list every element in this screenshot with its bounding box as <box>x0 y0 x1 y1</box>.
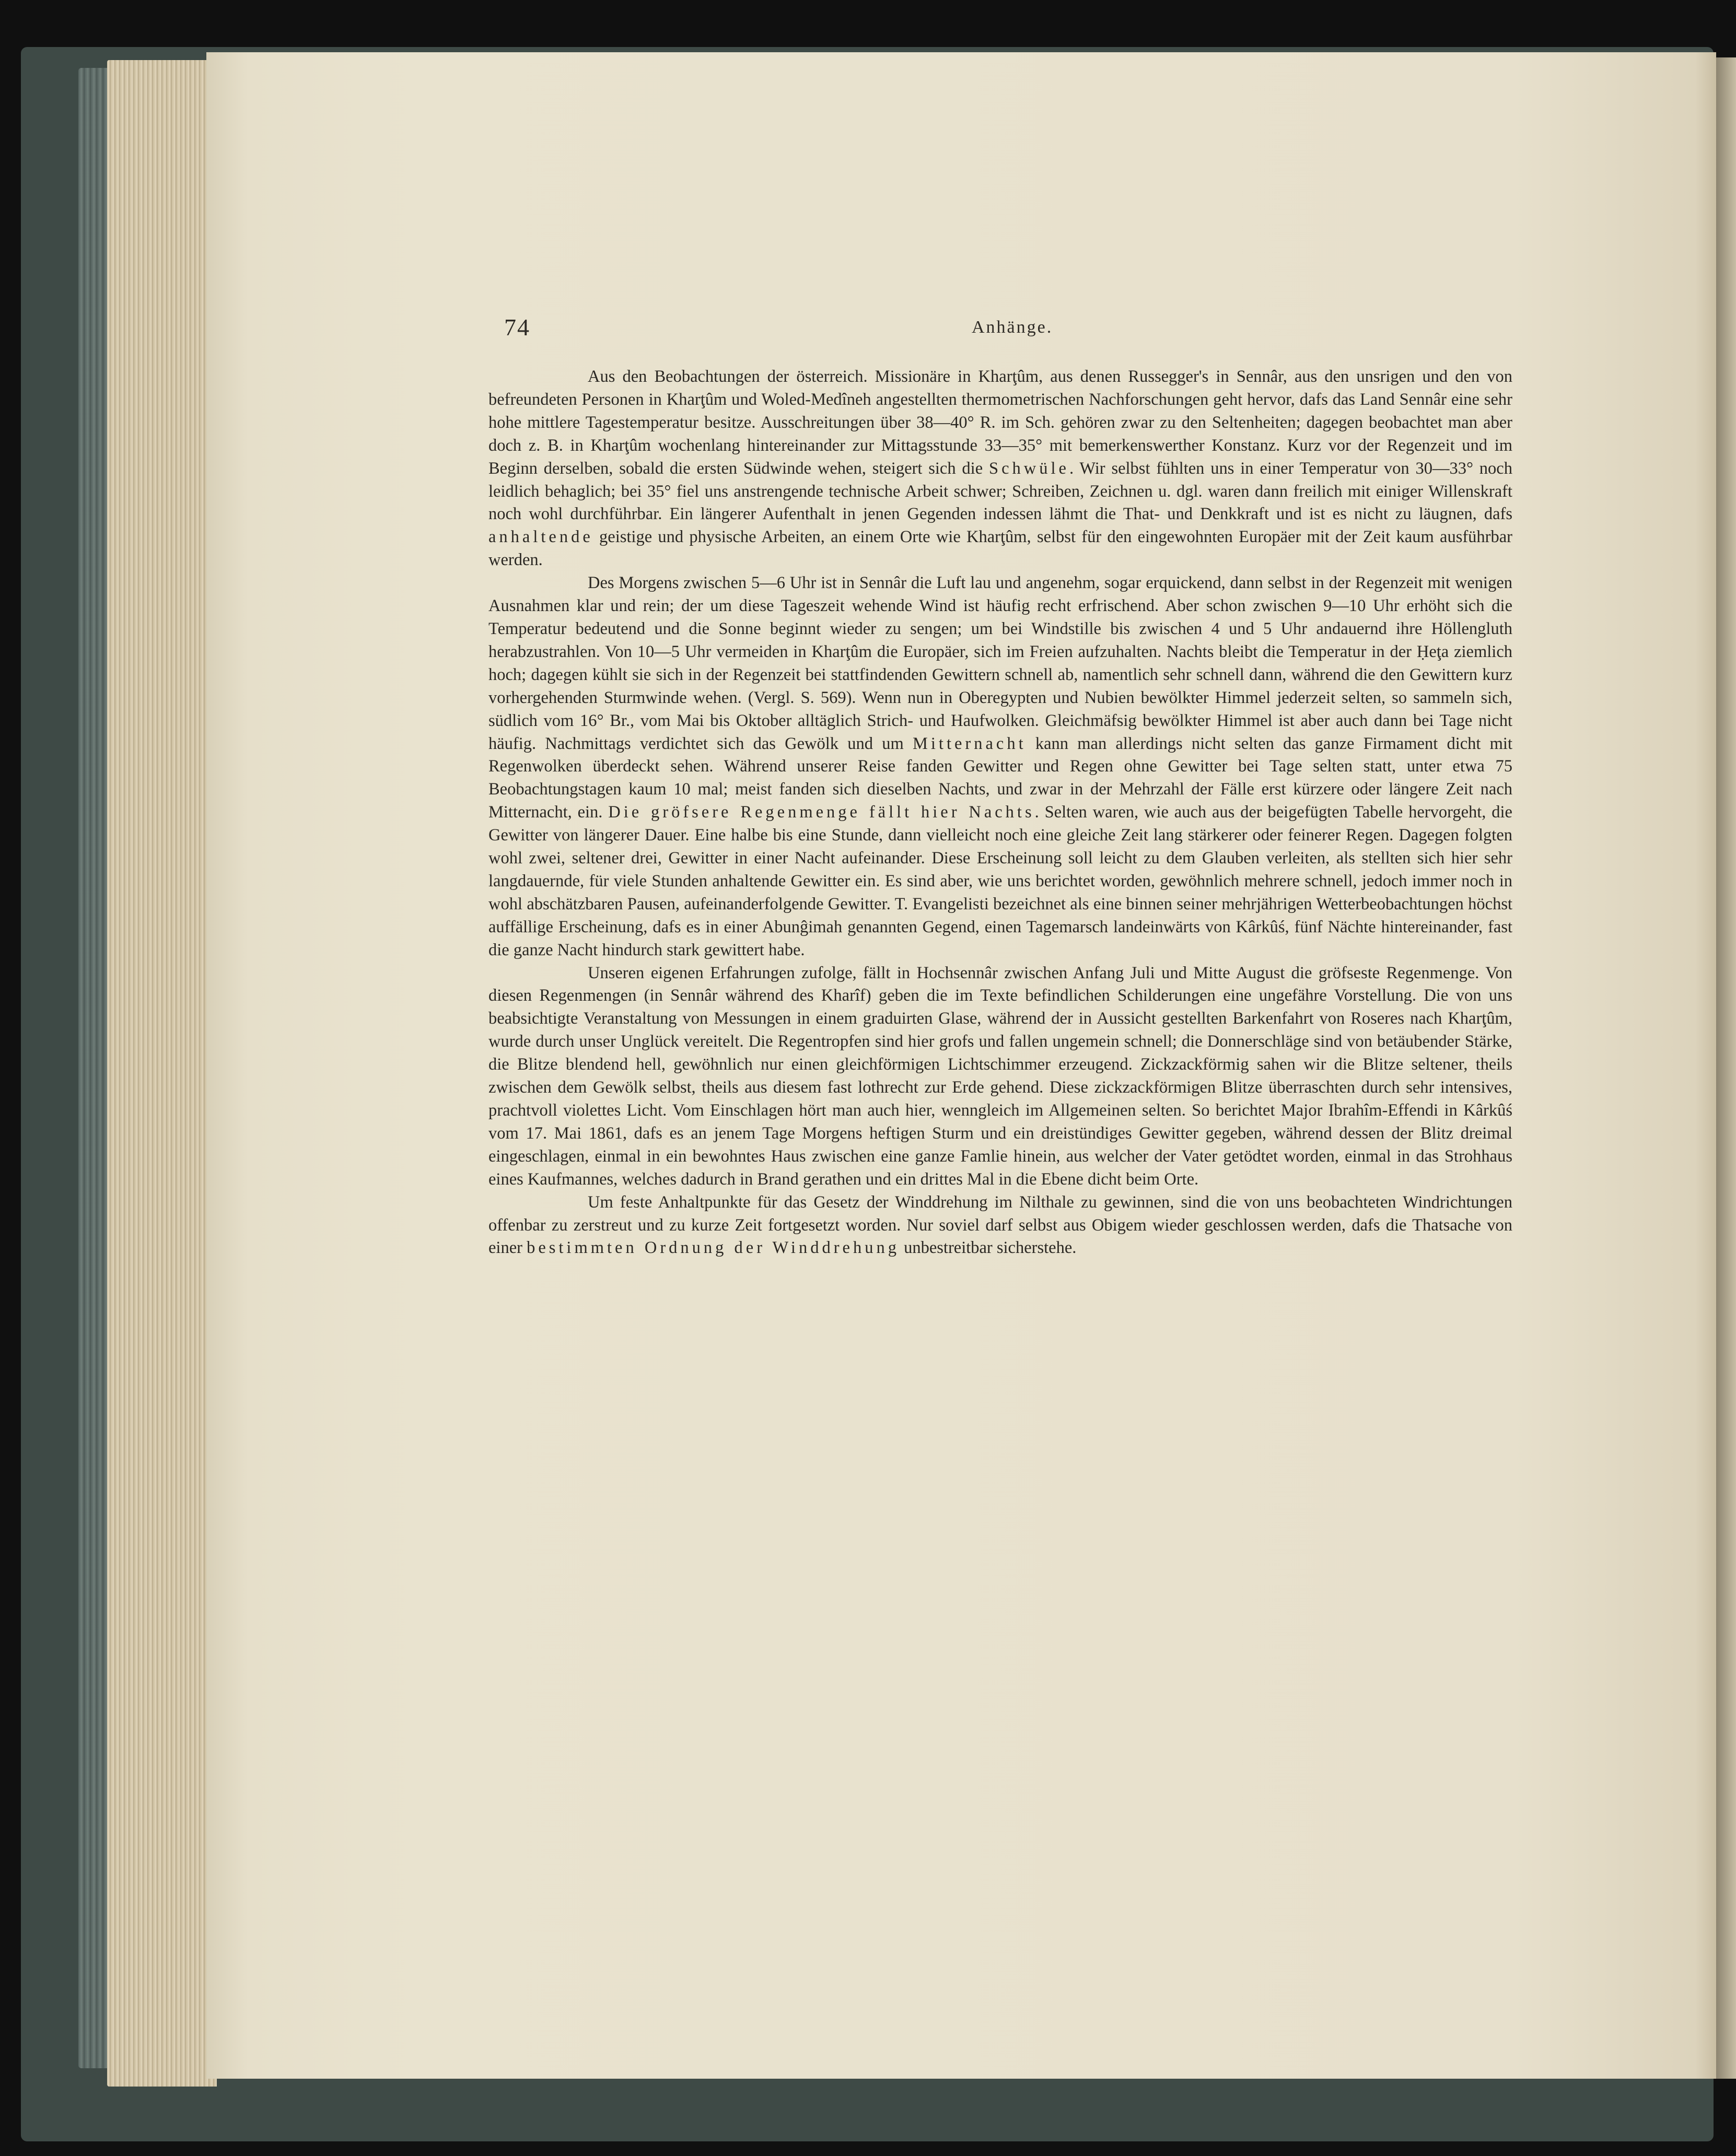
text-segment: Aus den Beobachtungen der österreich. Missionäre in Kharţûm, aus denen Russegger's in Sennâr, aus den unsrigen und den von befreundeten Personen in Kharţûm und Woled-Medîneh angestellten thermometrischen Nachforschungen geht hervor, dafs das Land Sennâr eine sehr hohe mittlere Tagestemperatur besitze. Ausschreitungen über 38—40° R. im Sch. gehören zwar zu den Seltenheiten; dagegen beobachtet man aber doch z. B. in Kharţûm wochenlang hintereinander zur Mittagsstunde 33—35° mit bemerkenswerther Konstanz. Kurz vor der Regenzeit und im Beginn derselben, sobald die ersten Südwinde wehen, steigert sich die <box>488 367 1512 478</box>
text-segment: geistige und physische Arbeiten, an einem Orte wie Kharţûm, selbst für den eingewohnten Europäer mit der Zeit kaum ausführbar werden. <box>488 528 1512 570</box>
page-number: 74 <box>504 314 530 341</box>
page-stack-edges <box>107 60 217 2087</box>
page-header <box>504 313 1512 345</box>
emphasized-text: bestimmten Ordnung der Winddrehung <box>527 1238 900 1258</box>
emphasized-text: Mitternacht <box>913 734 1027 753</box>
running-title: Anhänge. <box>972 318 1053 337</box>
paragraph <box>488 962 1512 1191</box>
paragraph <box>488 572 1512 962</box>
paragraph <box>488 1191 1512 1260</box>
emphasized-text: Die gröfsere Regenmenge fällt hier Nachts <box>608 803 1035 822</box>
text-segment: . Selten waren, wie auch aus der beigefügten Tabelle hervorgeht, die Gewitter von längerer Dauer. Eine halbe bis eine Stunde, dann vielleicht noch eine gleiche Zeit lang stärkerer oder feinerer Regen. Dagegen folgten wohl zwei, seltener drei, Gewitter in einer Nacht aufeinander. Diese Erscheinung soll leicht zu dem Glauben verleiten, als stellten sich hier sehr langdauernde, für viele Stunden anhaltende Gewitter ein. Es sind aber, wie uns berichtet worden, gewöhnlich mehrere schnell, jedoch immer noch in wohl abschätzbaren Pausen, aufeinanderfolgende Gewitter. T. Evangelisti bezeichnet als eine binnen seiner mehrjährigen Wetterbeobachtungen höchst auffällige Erscheinung, dafs es in einer Abunĝimah genannten Gegend, einen Tagemarsch landeinwärts von Kârkûś, fünf Nächte hintereinander, fast die ganze Nacht hindurch stark gewittert habe. <box>488 803 1512 959</box>
text-segment: kann man allerdings nicht selten das ganze Firmament dicht mit Regenwolken überdeckt sehen. Während unserer Reise fanden Gewitter und Regen ohne Gewitter bei Tage selten statt, unter etwa 75 Beobachtungstagen kaum 10 mal; meist fanden sich dieselben Nachts, und zwar in der Mehrzahl der Fälle erst kürzere oder längere Zeit nach Mitternacht, ein. <box>488 734 1512 822</box>
text-segment: . Wir selbst fühlten uns in einer Temperatur von 30—33° noch leidlich behaglich; bei 35° fiel uns anstrengende technische Arbeit schwer; Schreiben, Zeichnen u. dgl. waren dann freilich mit einiger Willenskraft noch wohl durchführbar. Ein längerer Aufenthalt in jenen Gegenden indessen lähmt die That- und Denkkraft und ist es nicht zu läugnen, dafs <box>488 459 1512 524</box>
text-segment: Des Morgens zwischen 5—6 Uhr ist in Sennâr die Luft lau und angenehm, sogar erquickend, dann selbst in der Regenzeit mit wenigen Ausnahmen klar und rein; der um diese Tageszeit wehende Wind ist häufig recht erfrischend. Aber schon zwischen 9—10 Uhr erhöht sich die Temperatur bedeutend und die Sonne beginnt wieder zu sengen; um bei Windstille bis zwischen 4 und 5 Uhr andauernd ihre Höllengluth herabzustrahlen. Von 10—5 Uhr vermeiden in Kharţûm die Europäer, sich im Freien aufzuhalten. Nachts bleibt die Temperatur in der Ḥeţa ziemlich hoch; dagegen kühlt sie sich in der Regenzeit bei stattfindenden Gewittern schnell ab, namentlich sehr schnell dann, während die den Gewittern kurz vorhergehenden Sturmwinde wehen. (Vergl. S. 569). Wenn nun in Oberegypten und Nubien bewölkter Himmel jederzeit selten, so sammeln sich, südlich vom 16° Br., vom Mai bis Oktober alltäglich Strich- und Haufwolken. Gleichmäfsig bewölkter Himmel ist aber auch dann bei Tage nicht häufig. Nachmittags verdichtet sich das Gewölk und um <box>488 573 1512 753</box>
emphasized-text: anhaltende <box>488 528 593 547</box>
text-segment: unbestreitbar sicherstehe. <box>899 1238 1077 1258</box>
paragraph <box>488 366 1512 572</box>
body-text <box>488 366 1512 1260</box>
text-segment: Um feste Anhaltpunkte für das Gesetz der Winddrehung im Nilthale zu gewinnen, sind die von uns beobachteten Windrichtungen offenbar zu zerstreut und zu kurze Zeit fortgesetzt worden. Nur soviel darf selbst aus Obigem wieder geschlossen werden, dafs die Thatsache von einer <box>488 1192 1512 1258</box>
facing-page-edge <box>1716 57 1736 2079</box>
text-segment: Unseren eigenen Erfahrungen zufolge, fällt in Hochsennâr zwischen Anfang Juli und Mitte August die gröfseste Regenmenge. Von diesen Regenmengen (in Sennâr während des Kharîf) geben die im Texte befindlichen Schilderungen eine ungefähre Vorstellung. Die von uns beabsichtigte Veranstaltung von Messungen in einem graduirten Glase, während der in Aussicht gestellten Barkenfahrt von Roseres nach Kharţûm, wurde durch unser Unglück vereitelt. Die Regentropfen sind hier grofs und fallen ungemein schnell; die Donnerschläge sind von betäubender Stärke, die Blitze blendend hell, gewöhnlich nur einen gleichförmigen Lichtschimmer erzeugend. Zickzackförmig sahen wir die Blitze seltener, theils zwischen dem Gewölk selbst, theils aus diesem fast lothrecht zur Erde gehend. Diese zickzackförmigen Blitze überraschten durch sehr intensives, prachtvoll violettes Licht. Vom Einschlagen hört man auch hier, wenngleich im Allgemeinen selten. So berichtet Major Ibrahîm-Effendi in Kârkûś vom 17. Mai 1861, dafs es an jenem Tage Morgens heftigen Sturm und ein dreistündiges Gewitter gegeben, während dessen der Blitz dreimal eingeschlagen, einmal in ein bewohntes Haus zwischen eine ganze Famlie hinein, aus welcher der Vater getödtet worden, einmal in das Strohhaus eines Kaufmannes, welches dadurch in Brand gerathen und ein drittes Mal in die Ebene dicht beim Orte. <box>488 963 1512 1189</box>
emphasized-text: Schwüle <box>989 459 1069 478</box>
